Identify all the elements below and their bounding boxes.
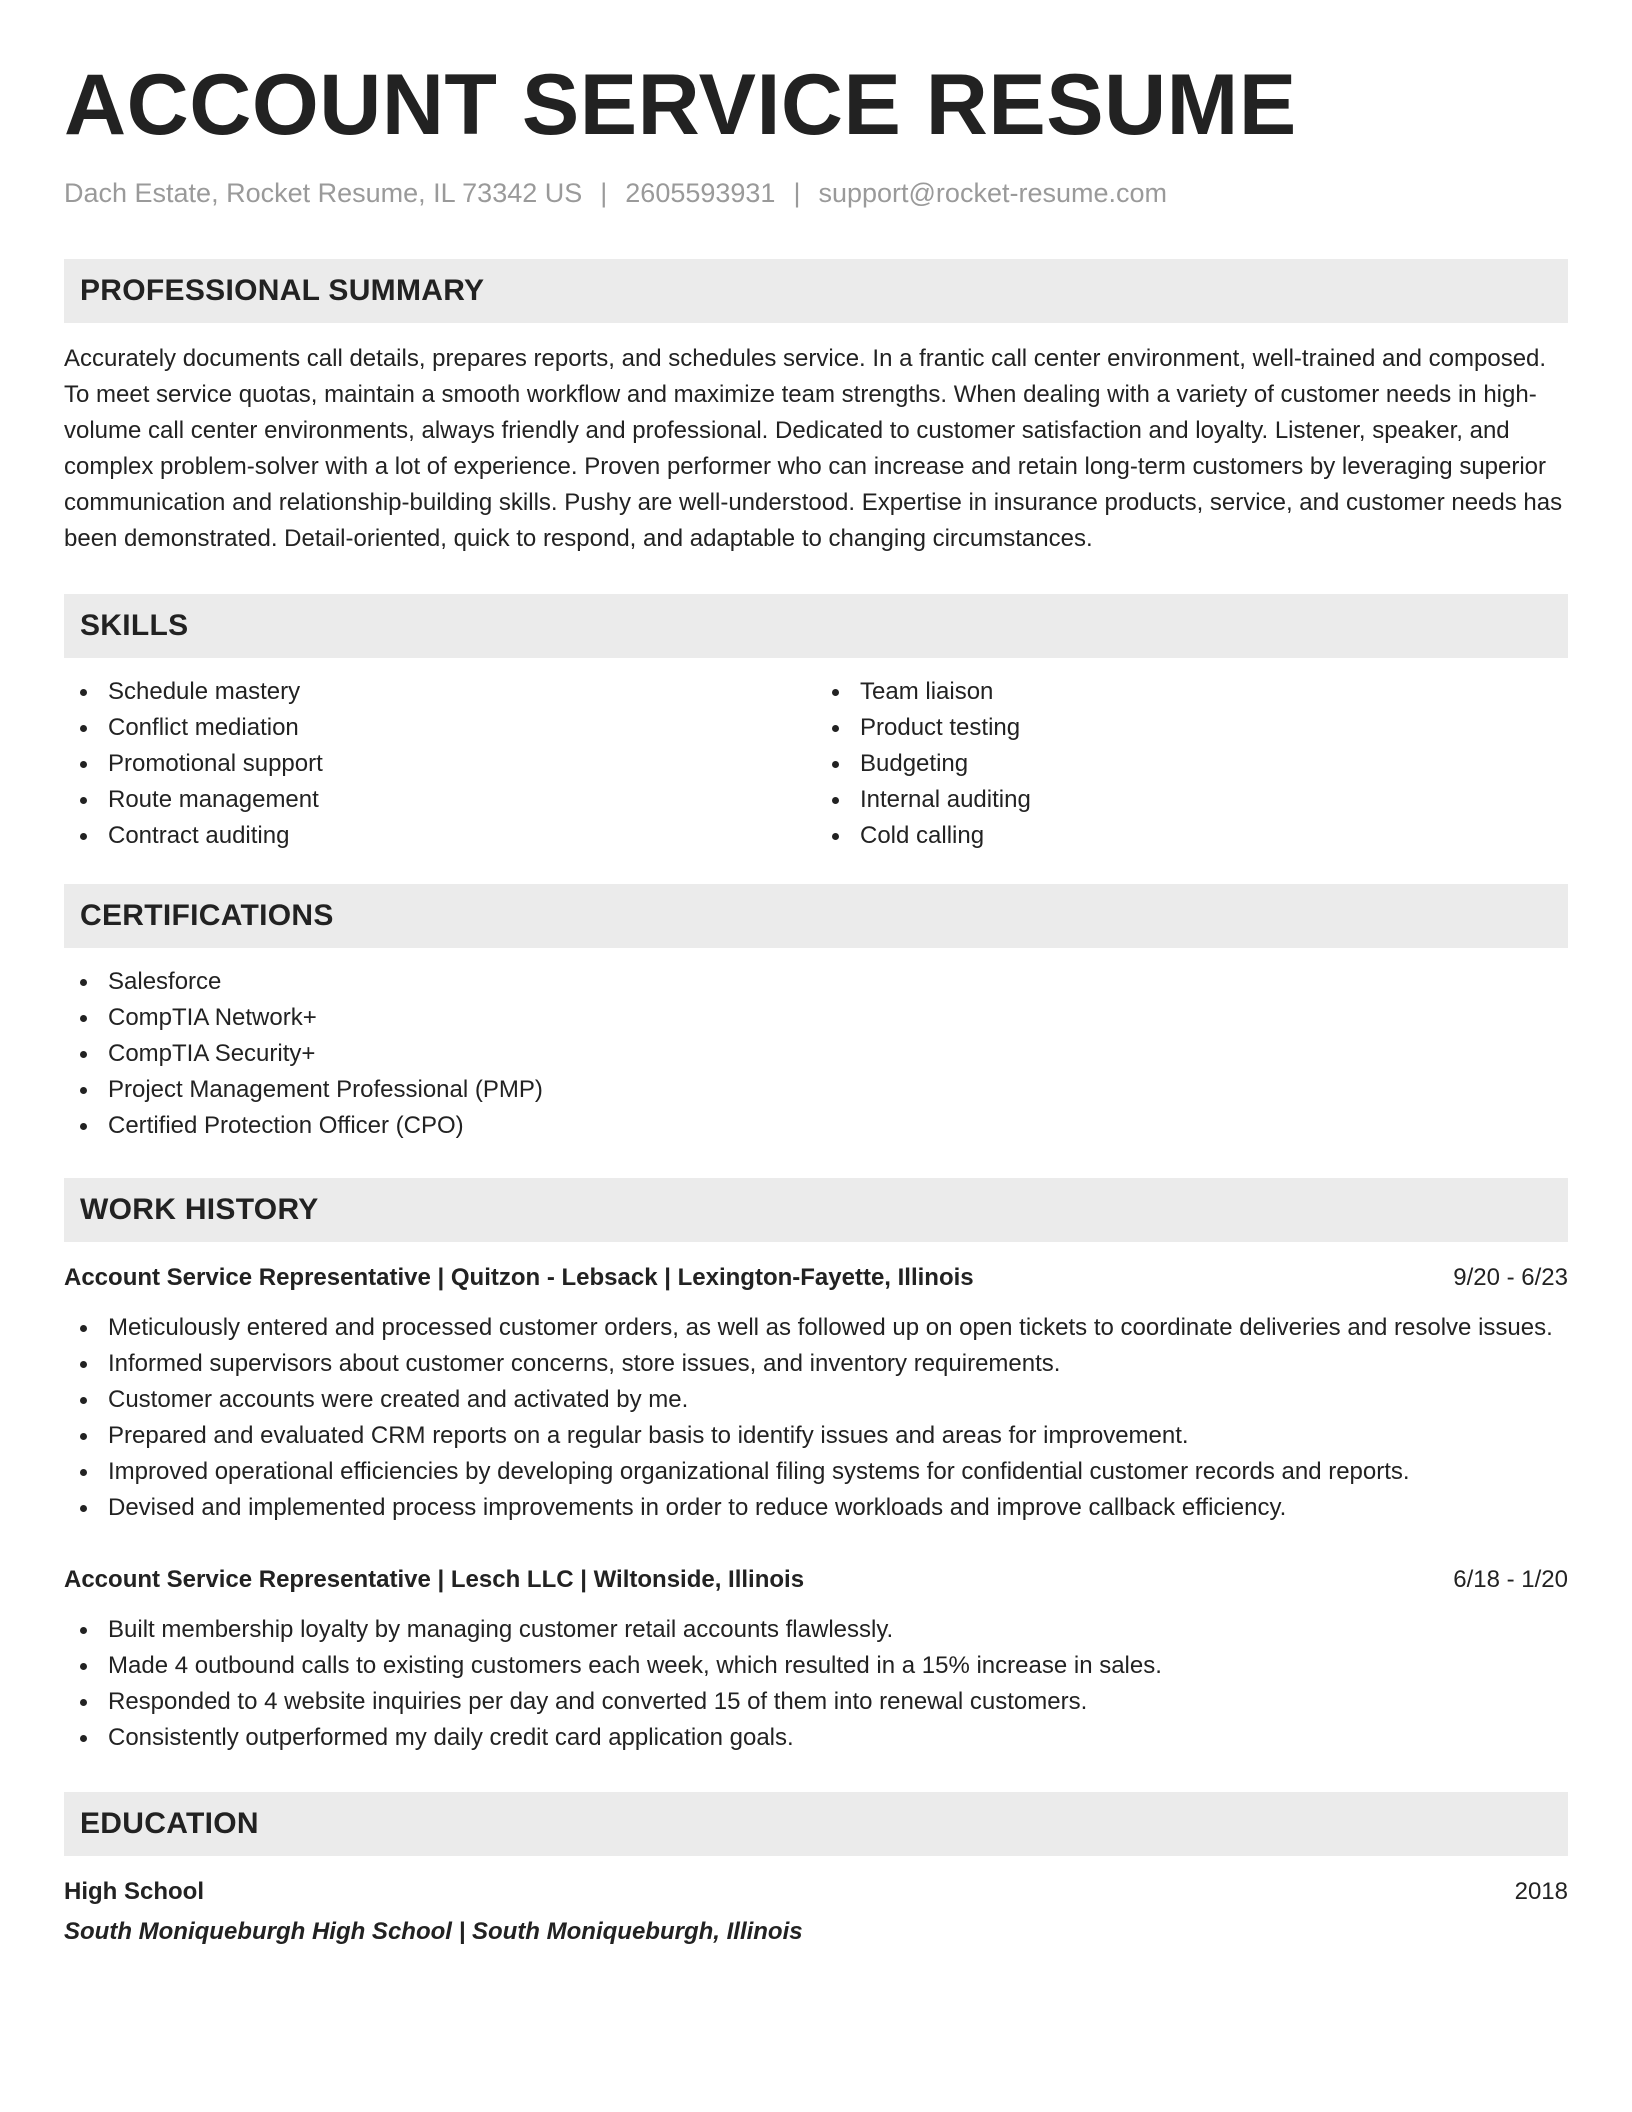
- skills-heading: SKILLS: [64, 594, 1568, 658]
- summary-text: Accurately documents call details, prepares reports, and schedules service. In a frantic call center environment, well-trained and composed. To meet service quotas, maintain a smooth workflow and maximize team strengths. When dealing with a variety of customer needs in high-volume call center environments, always friendly and professional. Dedicated to customer satisfaction and loyalty. Listener, speaker, and complex problem-solver with a lot of experience. Proven performer who can increase and retain long-term customers by leveraging superior communication and relationship-building skills. Pushy are well-understood. Expertise in insurance products, service, and customer needs has been demonstrated. Detail-oriented, quick to respond, and adaptable to changing circumstances.: [64, 345, 1563, 552]
- skills-column-left: [64, 674, 816, 854]
- job-header: [64, 1562, 1568, 1598]
- skill-item: Internal auditing: [816, 782, 1568, 818]
- certifications-heading: CERTIFICATIONS: [64, 884, 1568, 948]
- skills-list: [64, 674, 1568, 854]
- contact-address: Dach Estate, Rocket Resume, IL 73342 US: [64, 178, 583, 208]
- education-header: [64, 1874, 1568, 1910]
- certification-item: CompTIA Network+: [64, 1000, 1568, 1036]
- job-bullet: Responded to 4 website inquiries per day and converted 15 of them into renewal customers.: [64, 1684, 1568, 1720]
- skill-item: Contract auditing: [64, 818, 816, 854]
- job-bullet: Improved operational efficiencies by developing organizational filing systems for confidential customer records and reports.: [64, 1454, 1568, 1490]
- job-bullet: Meticulously entered and processed customer orders, as well as followed up on open tickets to coordinate deliveries and resolve issues.: [64, 1310, 1568, 1346]
- education-degree: High School: [64, 1878, 204, 1905]
- skill-item: Budgeting: [816, 746, 1568, 782]
- job-bullet: Built membership loyalty by managing customer retail accounts flawlessly.: [64, 1612, 1568, 1648]
- certifications-list: [64, 964, 1568, 1144]
- job-title: Account Service Representative | Quitzon - Lebsack | Lexington-Fayette, Illinois: [64, 1264, 974, 1291]
- contact-line: [64, 178, 1568, 209]
- job-bullet: Consistently outperformed my daily credit card application goals.: [64, 1720, 1568, 1756]
- summary-heading: PROFESSIONAL SUMMARY: [64, 259, 1568, 323]
- contact-separator: |: [600, 178, 608, 208]
- skill-item: Route management: [64, 782, 816, 818]
- skill-item: Promotional support: [64, 746, 816, 782]
- job-bullet: Customer accounts were created and activated by me.: [64, 1382, 1568, 1418]
- job-bullets: [64, 1310, 1568, 1526]
- skill-item: Team liaison: [816, 674, 1568, 710]
- job-bullet: Made 4 outbound calls to existing customers each week, which resulted in a 15% increase in sales.: [64, 1648, 1568, 1684]
- education-year: 2018: [1514, 1878, 1568, 1905]
- job-dates: 9/20 - 6/23: [1453, 1264, 1568, 1291]
- certification-item: Project Management Professional (PMP): [64, 1072, 1568, 1108]
- job-bullet: Prepared and evaluated CRM reports on a regular basis to identify issues and areas for improvement.: [64, 1418, 1568, 1454]
- skill-item: Conflict mediation: [64, 710, 816, 746]
- contact-separator: |: [793, 178, 801, 208]
- resume-title: ACCOUNT SERVICE RESUME: [64, 57, 1297, 153]
- job-bullet: Informed supervisors about customer concerns, store issues, and inventory requirements.: [64, 1346, 1568, 1382]
- job-bullet: Devised and implemented process improvements in order to reduce workloads and improve callback efficiency.: [64, 1490, 1568, 1526]
- skill-item: Cold calling: [816, 818, 1568, 854]
- job-dates: 6/18 - 1/20: [1453, 1566, 1568, 1593]
- job-header: [64, 1260, 1568, 1296]
- skill-item: Product testing: [816, 710, 1568, 746]
- certification-item: Certified Protection Officer (CPO): [64, 1108, 1568, 1144]
- certification-item: Salesforce: [64, 964, 1568, 1000]
- work-history-heading: WORK HISTORY: [64, 1178, 1568, 1242]
- contact-phone: 2605593931: [625, 178, 776, 208]
- job-title: Account Service Representative | Lesch LLC | Wiltonside, Illinois: [64, 1566, 805, 1593]
- job-bullets: [64, 1612, 1568, 1756]
- education-heading: EDUCATION: [64, 1792, 1568, 1856]
- skills-column-right: [816, 674, 1568, 854]
- contact-email[interactable]: support@rocket-resume.com: [818, 178, 1167, 208]
- education-school: South Moniqueburgh High School | South Moniqueburgh, Illinois: [64, 1918, 803, 1945]
- certification-item: CompTIA Security+: [64, 1036, 1568, 1072]
- skill-item: Schedule mastery: [64, 674, 816, 710]
